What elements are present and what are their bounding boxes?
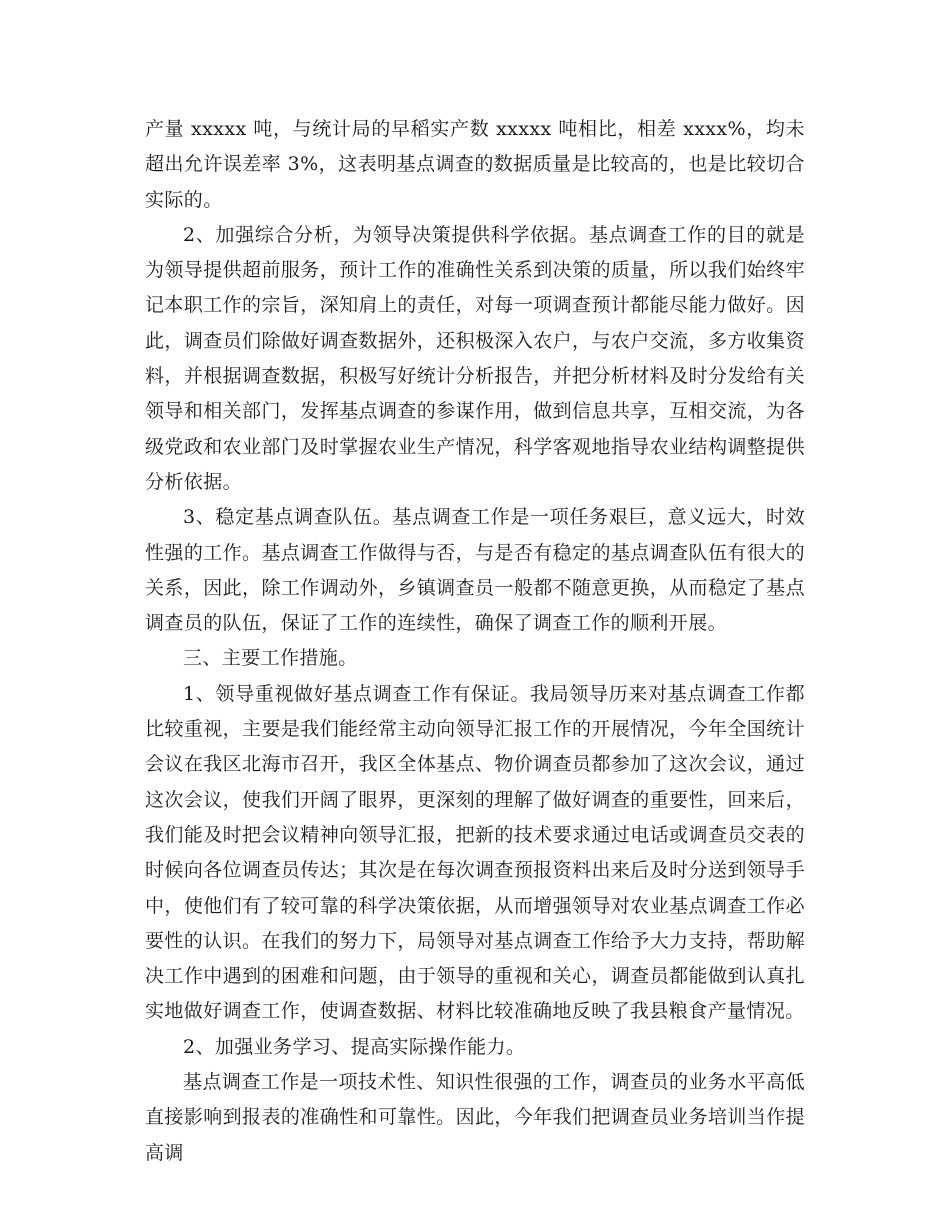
paragraph-stable-team: 3、稳定基点调查队伍。基点调查工作是一项任务艰巨，意义远大，时效性强的工作。基点调查工作做得与否，与是否有稳定的基点调查队伍有很大的关系，因此，除工作调动外，乡镇调查员一般都不随意更换，从而稳定了基点调查员的队伍，保证了工作的连续性，确保了调查工作的顺利开展。	[145, 506, 805, 635]
section-heading-main-measures: 三、主要工作措施。	[183, 647, 358, 670]
paragraph-comprehensive-analysis: 2、加强综合分析，为领导决策提供科学依据。基点调查工作的目的就是为领导提供超前服务，预计工作的准确性关系到决策的质量，所以我们始终牢记本职工作的宗旨，深知肩上的责任，对每一项调查预计都能尽能力做好。因此，调查员们除做好调查数据外，还积极深入农户，与农户交流，多方收集资料，并根据调查数据，积极写好统计分析报告，并把分析材料及时分发给有关领导和相关部门，发挥基点调查的参谋作用，做到信息共享，互相交流，为各级党政和农业部门及时掌握农业生产情况，科学客观地指导农业结构调整提供分析依据。	[145, 223, 805, 493]
paragraph-leadership-attention: 1、领导重视做好基点调查工作有保证。我局领导历来对基点调查工作都比较重视，主要是我们能经常主动向领导汇报工作的开展情况，今年全国统计会议在我区北海市召开，我区全体基点、物价调查员都参加了这次会议，通过这次会议，使我们开阔了眼界，更深刻的理解了做好调查的重要性，回来后，我们能及时把会议精神向领导汇报，把新的技术要求通过电话或调查员交表的时候向各位调查员传达；其次是在每次调查预报资料出来后及时分送到领导手中，使他们有了较可靠的科学决策依据，从而增强领导对农业基点调查工作必要性的认识。在我们的努力下，局领导对基点调查工作给予大力支持，帮助解决工作中遇到的困难和问题，由于领导的重视和关心，调查员都能做到认真扎实地做好调查工作，使调查数据、材料比较准确地反映了我县粮食产量情况。	[145, 682, 805, 1023]
paragraph-technical-work: 基点调查工作是一项技术性、知识性很强的工作，调查员的业务水平高低直接影响到报表的准确性和可靠性。因此，今年我们把调查员业务培训当作提高调	[145, 1071, 805, 1164]
paragraph-business-learning-heading: 2、加强业务学习、提高实际操作能力。	[183, 1035, 526, 1058]
paragraph-yield-comparison: 产量 xxxxx 吨，与统计局的早稻实产数 xxxxx 吨相比，相差 xxxx%，均未超出允许误差率 3%，这表明基点调查的数据质量是比较高的，也是比较切合实际的。	[145, 118, 805, 211]
